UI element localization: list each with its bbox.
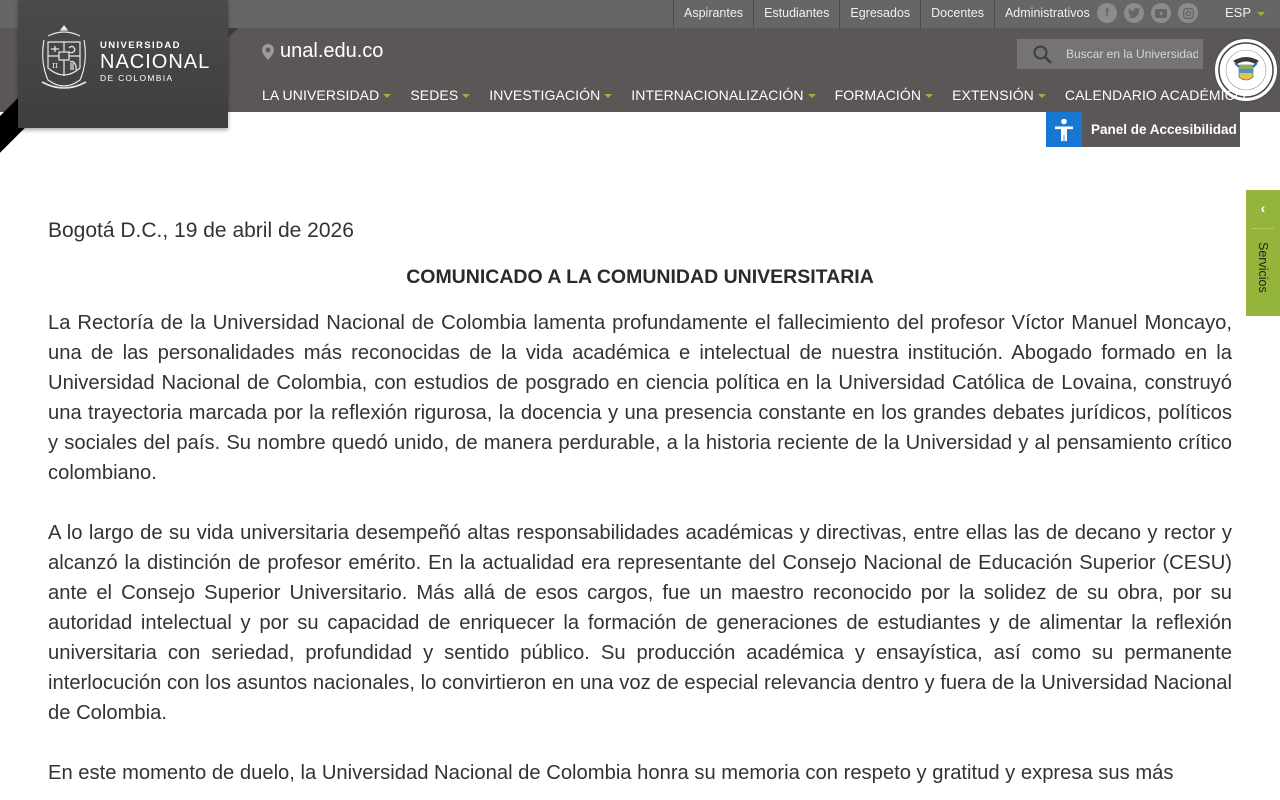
accessibility-icon: [1046, 112, 1082, 147]
chevron-down-icon: [925, 94, 933, 98]
nav-label: SEDES: [410, 87, 459, 103]
accessibility-panel-button[interactable]: [1046, 112, 1240, 147]
link-administrativos[interactable]: Administrativos: [994, 0, 1100, 28]
nav-la-universidad[interactable]: [262, 87, 391, 103]
chevron-left-icon[interactable]: ‹: [1260, 200, 1266, 216]
chevron-down-icon: [1257, 12, 1265, 16]
university-logo[interactable]: [18, 0, 228, 128]
chevron-down-icon: [604, 94, 612, 98]
nav-label: CALENDARIO ACADÉMICO: [1064, 87, 1246, 103]
logo-line-3: DE COLOMBIA: [100, 73, 174, 83]
instagram-icon[interactable]: [1178, 3, 1198, 23]
site-url[interactable]: [262, 40, 383, 63]
chevron-down-icon: [808, 94, 816, 98]
chevron-down-icon: [1038, 94, 1046, 98]
location-pin-icon: [262, 44, 274, 60]
services-label: Servicios: [1256, 242, 1270, 293]
nav-label: EXTENSIÓN: [952, 87, 1034, 103]
nav-calendario-academico[interactable]: [1065, 87, 1246, 103]
language-selector[interactable]: [1225, 0, 1265, 28]
svg-text:π: π: [52, 61, 58, 71]
nav-formacion[interactable]: [835, 87, 933, 103]
chevron-down-icon: [383, 94, 391, 98]
logo-text: [100, 40, 210, 83]
youtube-icon[interactable]: [1151, 3, 1171, 23]
link-aspirantes[interactable]: Aspirantes: [673, 0, 753, 28]
article-paragraph: En este momento de duelo, la Universidad Nacional de Colombia honra su memoria con respeto y gratitud y expresa sus más: [48, 762, 1174, 784]
services-side-tab[interactable]: [1246, 190, 1280, 316]
article-content: [48, 216, 1232, 788]
site-url-text: unal.edu.co: [280, 40, 384, 62]
nav-investigacion[interactable]: [489, 87, 612, 103]
accessibility-panel-label: Panel de Accesibilidad: [1091, 122, 1237, 137]
search-box: [1017, 39, 1203, 69]
logo-fold-decoration: [228, 28, 238, 38]
divider: [1252, 228, 1274, 229]
link-egresados[interactable]: Egresados: [839, 0, 920, 28]
article-date: Bogotá D.C., 19 de abril de 2026: [48, 219, 354, 242]
twitter-icon[interactable]: [1124, 3, 1144, 23]
search-input[interactable]: [1066, 47, 1198, 61]
article-paragraph: A lo largo de su vida universitaria desempeñó altas responsabilidades académicas y directivas, entre ellas las de decano y rector y alcanzó la distinción de profesor emérito. En la actualidad era representante del Consejo Nacional de Educación Superior (CESU) ante el Consejo Superior Universitario. Más allá de esos cargos, fue un maestro reconocido por la solidez de su obra, por su autoridad intelectual y por su capacidad de enriquecer la formación de generaciones de estudiantes y de alimentar la reflexión universitaria con seriedad, profundidad y sentido público. Su producción académica y ensayística, así como su permanente interlocución con los asuntos nacionales, lo convirtieron en una voz de especial relevancia dentro y fuera de la Universidad Nacional de Colombia.: [48, 522, 1232, 724]
nav-extension[interactable]: [952, 87, 1046, 103]
logo-line-2: NACIONAL: [100, 51, 211, 73]
nav-internacionalizacion[interactable]: [631, 87, 815, 103]
nav-label: INVESTIGACIÓN: [489, 87, 601, 103]
link-docentes[interactable]: Docentes: [920, 0, 994, 28]
language-label: ESP: [1225, 5, 1252, 20]
logo-line-1: UNIVERSIDAD: [100, 40, 181, 51]
nav-sedes[interactable]: [410, 87, 470, 103]
main-navigation: [262, 85, 1265, 105]
link-estudiantes[interactable]: Estudiantes: [753, 0, 839, 28]
article-paragraph: La Rectoría de la Universidad Nacional de Colombia lamenta profundamente el fallecimiento del profesor Víctor Manuel Moncayo, una de las personalidades más reconocidas de la vida académica e intelectual de nuestra institución. Abogado formado en la Universidad Nacional de Colombia, con estudios de posgrado en ciencia política en la Universidad Católica de Lovaina, construyó una trayectoria marcada por la reflexión rigurosa, la docencia y una presencia constante en los grandes debates jurídicos, políticos y sociales del país. Su nombre quedó unido, de manera perdurable, a la historia reciente de la Universidad y al pensamiento crítico colombiano.: [48, 312, 1232, 484]
article-title: COMUNICADO A LA COMUNIDAD UNIVERSITARIA: [406, 266, 874, 288]
nav-label: FORMACIÓN: [834, 87, 922, 103]
nav-label: LA UNIVERSIDAD: [262, 87, 380, 103]
nav-label: INTERNACIONALIZACIÓN: [631, 87, 804, 103]
audience-links: [673, 0, 1100, 28]
search-icon[interactable]: [1033, 45, 1052, 64]
chevron-down-icon: [462, 94, 470, 98]
facebook-icon[interactable]: f: [1097, 3, 1117, 23]
social-links: [1097, 3, 1198, 23]
university-crest-icon: [36, 22, 92, 96]
